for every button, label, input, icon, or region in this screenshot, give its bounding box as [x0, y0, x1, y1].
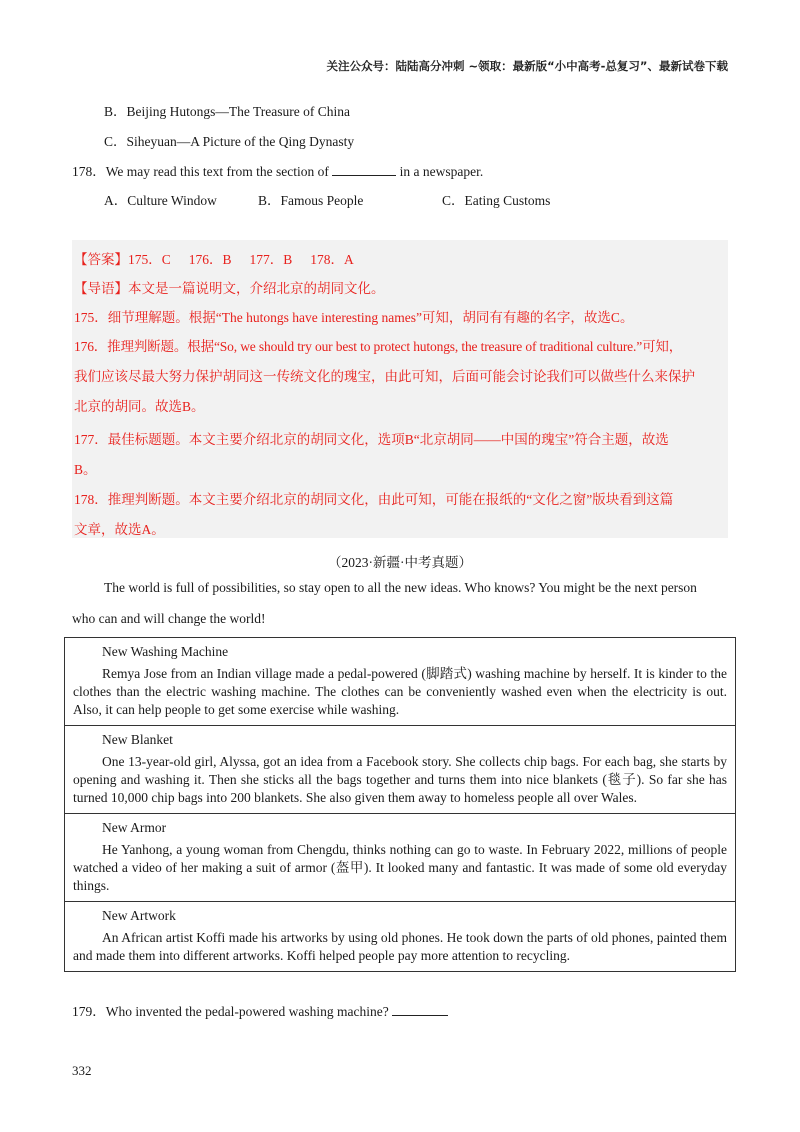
story-cell: [65, 902, 736, 972]
q177-option-c: C．Siheyuan—A Picture of the Qing Dynasty: [104, 134, 355, 149]
page-number: 332: [72, 1063, 92, 1078]
story-body-blanket: One 13-year-old girl, Alyssa, got an idea from a Facebook story. She collects chip bags. For each bag, she starts by opening and washing it. Then she sticks all the bags together and turns them into nice blankets (毯子). So far she has turned 10,000 chip bags into 200 blankets. She also given them away to homeless people all over Wales.: [73, 754, 727, 805]
story-row: [65, 638, 736, 726]
story-body-armor: He Yanhong, a young woman from Chengdu, thinks nothing can go to waste. In February 2022, millions of people watched a video of her making a suit of armor (盔甲). It looked many and fantastic. It was made of some old everyday things.: [73, 842, 727, 893]
q178-option-a: A．Culture Window: [104, 193, 217, 208]
q178-option-c: C．Eating Customs: [442, 193, 551, 208]
story-row: [65, 726, 736, 814]
story-title-artwork: New Artwork: [102, 908, 176, 923]
explanation-176-line2: 我们应该尽最大努力保护胡同这一传统文化的瑰宝，由此可知，后面可能会讨论我们可以做些什么来保护: [74, 369, 695, 384]
q177-option-b: B．Beijing Hutongs—The Treasure of China: [104, 104, 350, 119]
answer-175: 175．C: [128, 252, 171, 267]
explanation-177-line2: B。: [74, 462, 97, 477]
story-title-washing-machine: New Washing Machine: [102, 644, 229, 659]
q178-blank: [332, 163, 396, 176]
story-cell: [65, 638, 736, 726]
story-body-washing-machine: Remya Jose from an Indian village made a pedal-powered (脚踏式) washing machine by herself. It is kinder to the clothes than the electric washing machine. The clothes can be conveniently washed even when the electricity is out. Also, it can help people to get some exercise while washing.: [73, 666, 727, 717]
explanation-176-line3: 北京的胡同。故选B。: [74, 399, 205, 414]
story-title-blanket: New Blanket: [102, 732, 173, 747]
story-title-armor: New Armor: [102, 820, 167, 835]
page-header: 关注公众号：陆陆高分冲刺 ~领取：最新版“小中高考-总复习”、最新试卷下载: [326, 59, 728, 73]
q179-stem: [72, 1000, 448, 1020]
q178-option-b: B．Famous People: [258, 193, 364, 208]
stories-table: [64, 637, 736, 972]
answer-176: 176．B: [188, 252, 232, 267]
q178-stem-after: in a newspaper.: [399, 164, 484, 179]
answer-line: [74, 248, 354, 268]
explanation-176-line1: 176．推理判断题。根据“So, we should try our best to protect hutongs, the treasure of traditional culture.”可知，: [74, 339, 683, 354]
q179-blank: [392, 1003, 448, 1016]
explanation-178-line1: 178．推理判断题。本文主要介绍北京的胡同文化，由此可知，可能在报纸的“文化之窗”版块看到这篇: [74, 492, 674, 507]
answer-177: 177．B: [249, 252, 293, 267]
explanation-178-line2: 文章，故选A。: [74, 522, 165, 537]
story-cell: [65, 814, 736, 902]
q178-stem: [72, 160, 483, 180]
answer-label: 【答案】: [74, 252, 128, 267]
explanation-175: 175．细节理解题。根据“The hutongs have interesting names”可知，胡同有有趣的名字，故选C。: [74, 310, 634, 325]
guide-line: 【导语】本文是一篇说明文，介绍北京的胡同文化。: [74, 281, 385, 296]
intro-line2: who can and will change the world!: [72, 611, 266, 626]
explanation-177-line1: 177．最佳标题题。本文主要介绍北京的胡同文化，选项B“北京胡同——中国的瑰宝”符合主题，故选: [74, 432, 669, 447]
story-row: [65, 902, 736, 972]
q178-stem-before: We may read this text from the section of: [105, 164, 329, 179]
story-body-artwork: An African artist Koffi made his artworks by using old phones. He took down the parts of old phones, painted them and made them into different artworks. Koffi helped people pay more attention to recycling.: [73, 930, 727, 963]
story-cell: [65, 726, 736, 814]
q179-text: 179．Who invented the pedal-powered washing machine?: [72, 1004, 389, 1019]
answer-explanation-box: [72, 240, 728, 538]
source-citation: （2023·新疆·中考真题）: [328, 555, 472, 570]
answer-178: 178．A: [310, 252, 354, 267]
q178-number: 178．: [72, 164, 106, 179]
story-row: [65, 814, 736, 902]
intro-line1: The world is full of possibilities, so stay open to all the new ideas. Who knows? You might be the next person: [104, 580, 697, 595]
